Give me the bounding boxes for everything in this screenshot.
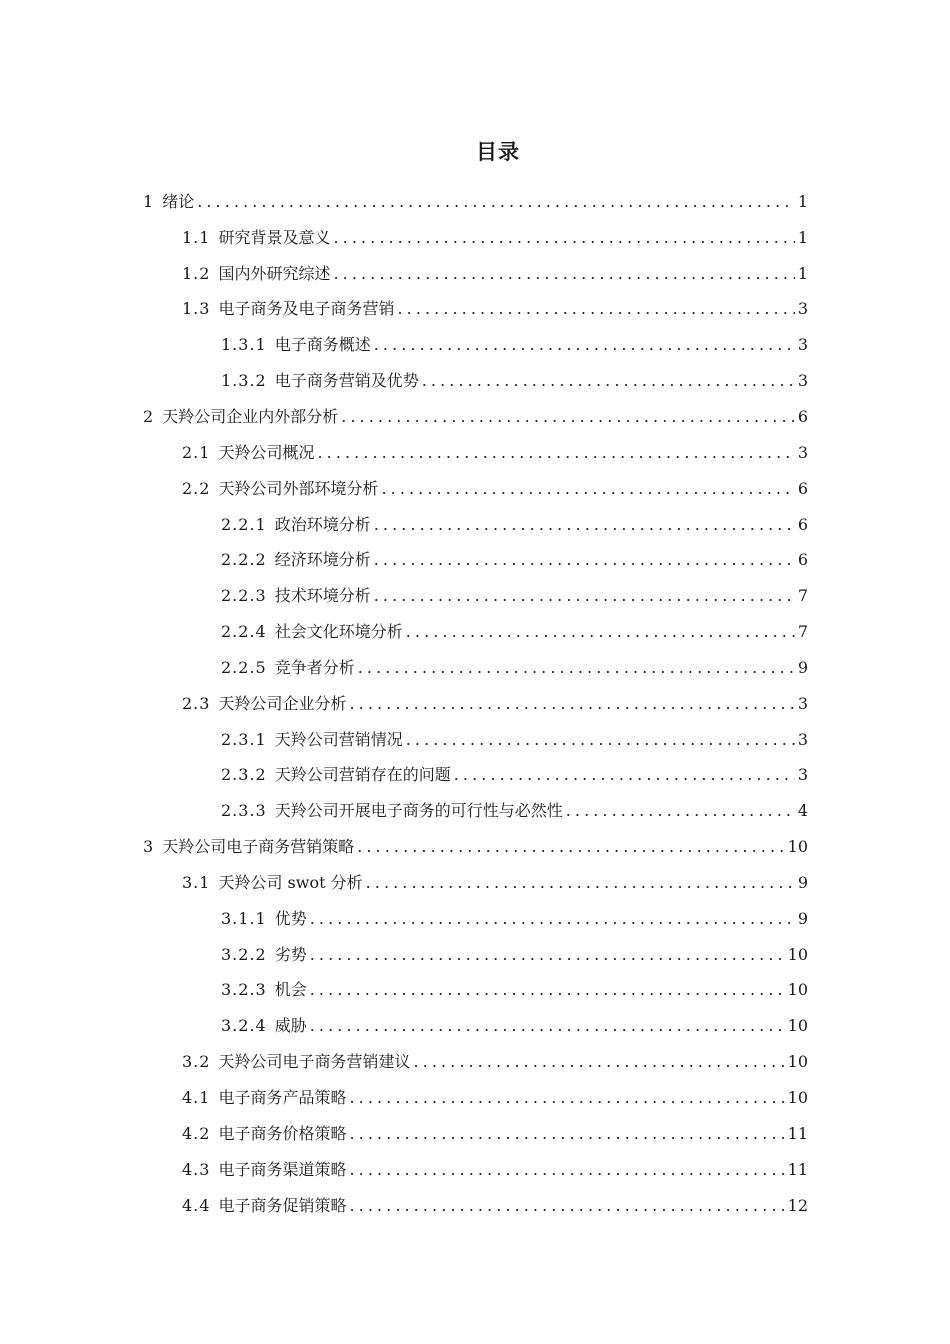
toc-entry-title: 电子商务及电子商务营销: [218, 299, 395, 319]
toc-dot-leader: [366, 873, 795, 893]
toc-entry[interactable]: [0, 363, 950, 399]
toc-dot-leader: [341, 407, 795, 427]
toc-dot-leader: [317, 443, 794, 463]
toc-entry-title: 天羚公司营销情况: [274, 729, 403, 749]
toc-entry-label: [221, 335, 371, 355]
toc-dot-leader: [397, 299, 794, 319]
toc-entry-title: 经济环境分析: [274, 550, 371, 570]
toc-entry[interactable]: [0, 1008, 950, 1044]
toc-entry-title: 天羚公司 swot 分析: [218, 872, 363, 892]
toc-entry-page-number: 10: [787, 837, 808, 857]
toc-entry[interactable]: [0, 758, 950, 794]
toc-entry-label: [143, 407, 338, 427]
toc-entry-number: 2.2.4: [221, 622, 267, 642]
toc-dot-leader: [374, 515, 795, 535]
toc-entry[interactable]: [0, 1188, 950, 1224]
toc-entry-label: [182, 1088, 346, 1108]
toc-entry[interactable]: [0, 901, 950, 937]
toc-entry-number: 3.2: [182, 1052, 211, 1072]
toc-entry-title: 天羚公司电子商务营销策略: [162, 837, 355, 857]
toc-entry-number: 3.1.1: [221, 908, 267, 928]
toc-entry-label: [221, 586, 371, 606]
toc-entry-number: 1: [143, 191, 155, 211]
toc-entry[interactable]: [0, 507, 950, 543]
toc-dot-leader: [374, 586, 795, 606]
toc-entry-label: [221, 658, 355, 678]
toc-entry-label: [182, 873, 363, 893]
toc-entry-number: 2.2.5: [221, 657, 267, 677]
toc-entry-page-number: 4: [797, 801, 808, 821]
toc-entry-label: [143, 192, 194, 212]
toc-entry-page-number: 10: [787, 1052, 808, 1072]
toc-entry-label: [182, 228, 330, 248]
toc-entry-number: 2.2: [182, 478, 211, 498]
toc-entry-label: [221, 980, 307, 1000]
toc-entry-title: 电子商务促销策略: [218, 1195, 347, 1215]
toc-dot-leader: [374, 550, 795, 570]
toc-entry-label: [221, 765, 451, 785]
toc-entry[interactable]: [0, 292, 950, 328]
toc-entry-label: [221, 801, 563, 821]
toc-entry[interactable]: [0, 256, 950, 292]
toc-entry-title: 政治环境分析: [274, 514, 371, 534]
toc-entry[interactable]: [0, 1080, 950, 1116]
toc-dot-leader: [349, 694, 794, 714]
toc-entry-page-number: 7: [797, 586, 808, 606]
toc-dot-leader: [310, 1016, 785, 1036]
toc-dot-leader: [310, 909, 795, 929]
toc-dot-leader: [349, 1124, 784, 1144]
toc-entry-label: [221, 730, 403, 750]
toc-entry-number: 3.2.4: [221, 1016, 267, 1036]
toc-entry-label: [182, 479, 378, 499]
toc-entry-page-number: 3: [797, 299, 808, 319]
toc-entry-title: 电子商务产品策略: [218, 1088, 347, 1108]
toc-entry[interactable]: [0, 686, 950, 722]
toc-entry-number: 4.1: [182, 1088, 211, 1108]
toc-entry-label: [182, 264, 330, 284]
toc-dot-leader: [310, 980, 785, 1000]
toc-entry-number: 1.3.2: [221, 371, 267, 391]
toc-dot-leader: [357, 837, 784, 857]
toc-entry[interactable]: [0, 793, 950, 829]
toc-dot-leader: [310, 945, 785, 965]
toc-title: 目录: [476, 140, 520, 164]
toc-entry-title: 社会文化环境分析: [274, 622, 403, 642]
toc-entry-number: 1.3.1: [221, 335, 267, 355]
toc-entry[interactable]: [0, 327, 950, 363]
toc-dot-leader: [422, 371, 795, 391]
toc-entry-page-number: 10: [787, 944, 808, 964]
toc-dot-leader: [349, 1196, 784, 1216]
toc-entry-title: 天羚公司企业内外部分析: [162, 406, 339, 426]
toc-dot-leader: [381, 479, 794, 499]
toc-entry[interactable]: [0, 184, 950, 220]
toc-entry-title: 电子商务渠道策略: [218, 1159, 347, 1179]
toc-entry[interactable]: [0, 220, 950, 256]
toc-entry-page-number: 9: [797, 872, 808, 892]
toc-entry-number: 3: [143, 837, 155, 857]
toc-entry-title: 电子商务价格策略: [218, 1123, 347, 1143]
toc-entry-page-number: 6: [797, 478, 808, 498]
toc-entry-page-number: 1: [797, 191, 808, 211]
toc-entry-page-number: 3: [797, 729, 808, 749]
toc-entry[interactable]: [0, 578, 950, 614]
toc-entry-page-number: 3: [797, 693, 808, 713]
toc-entry-label: [182, 1052, 410, 1072]
toc-entry-number: 2: [143, 406, 155, 426]
toc-entry-number: 3.2.2: [221, 944, 267, 964]
toc-dot-leader: [333, 264, 794, 284]
toc-entry-title: 研究背景及意义: [218, 227, 331, 247]
toc-entry-number: 2.3.2: [221, 765, 267, 785]
toc-entry-title: 国内外研究综述: [218, 263, 331, 283]
toc-entry-number: 3.2.3: [221, 980, 267, 1000]
toc-entry[interactable]: [0, 650, 950, 686]
toc-entry-number: 2.2.1: [221, 514, 267, 534]
toc-entry-number: 1.1: [182, 227, 211, 247]
toc-entry-label: [221, 515, 371, 535]
toc-entry-label: [182, 694, 346, 714]
toc-entry-page-number: 11: [787, 1159, 808, 1179]
toc-entry-number: 2.2.3: [221, 586, 267, 606]
toc-entry[interactable]: [0, 542, 950, 578]
toc-entry-page-number: 1: [797, 227, 808, 247]
toc-entry[interactable]: [0, 722, 950, 758]
toc-entry[interactable]: [0, 614, 950, 650]
toc-entry[interactable]: [0, 937, 950, 973]
toc-entry-page-number: 7: [797, 622, 808, 642]
toc-entry-number: 2.2.2: [221, 550, 267, 570]
toc-entry-number: 4.2: [182, 1123, 211, 1143]
toc-entry-number: 1.2: [182, 263, 211, 283]
toc-entry-title: 电子商务营销及优势: [274, 371, 419, 391]
toc-entry-title: 天羚公司开展电子商务的可行性与必然性: [274, 801, 563, 821]
toc-dot-leader: [566, 801, 795, 821]
toc-entry-page-number: 9: [797, 657, 808, 677]
toc-entry-number: 3.1: [182, 872, 211, 892]
toc-entry-page-number: 3: [797, 442, 808, 462]
toc-entry-number: 4.4: [182, 1195, 211, 1215]
toc-entry-label: [221, 550, 371, 570]
toc-entry-title: 绪论: [162, 191, 195, 211]
toc-dot-leader: [197, 192, 795, 212]
toc-entry-number: 4.3: [182, 1159, 211, 1179]
toc-entry-page-number: 3: [797, 335, 808, 355]
toc-entry-page-number: 10: [787, 1016, 808, 1036]
toc-entry-page-number: 3: [797, 765, 808, 785]
toc-entry-title: 劣势: [274, 944, 307, 964]
toc-entry-title: 天羚公司外部环境分析: [218, 478, 379, 498]
toc-entry-label: [182, 1196, 346, 1216]
toc-dot-leader: [349, 1088, 784, 1108]
toc-entry[interactable]: [0, 399, 950, 435]
toc-entry-title: 天羚公司电子商务营销建议: [218, 1052, 411, 1072]
toc-dot-leader: [358, 658, 795, 678]
toc-dot-leader: [406, 730, 795, 750]
toc-entry[interactable]: [0, 829, 950, 865]
toc-dot-leader: [349, 1160, 784, 1180]
toc-entry-title: 威胁: [274, 1016, 307, 1036]
toc-dot-leader: [406, 622, 795, 642]
toc-entry[interactable]: [0, 471, 950, 507]
toc-entry-title: 技术环境分析: [274, 586, 371, 606]
toc-entry-number: 1.3: [182, 299, 211, 319]
toc-entry-page-number: 9: [797, 908, 808, 928]
toc-entry-title: 竞争者分析: [274, 657, 355, 677]
toc-entry-number: 2.1: [182, 442, 211, 462]
toc-entry-label: [221, 622, 403, 642]
toc-entry-title: 电子商务概述: [274, 335, 371, 355]
toc-entry-number: 2.3: [182, 693, 211, 713]
toc-entry[interactable]: [0, 973, 950, 1009]
table-of-contents: [0, 184, 950, 1223]
toc-entry-title: 天羚公司企业分析: [218, 693, 347, 713]
toc-entry-number: 2.3.1: [221, 729, 267, 749]
toc-entry-title: 天羚公司概况: [218, 442, 315, 462]
toc-dot-leader: [454, 765, 795, 785]
toc-entry[interactable]: [0, 1152, 950, 1188]
toc-entry-page-number: 10: [787, 1088, 808, 1108]
toc-entry-title: 机会: [274, 980, 307, 1000]
toc-entry-title: 优势: [274, 908, 307, 928]
toc-entry-label: [221, 1016, 307, 1036]
toc-entry-label: [182, 299, 394, 319]
toc-entry-page-number: 1: [797, 263, 808, 283]
toc-entry-label: [182, 1160, 346, 1180]
toc-entry-label: [182, 443, 314, 463]
toc-entry-page-number: 6: [797, 514, 808, 534]
toc-entry-label: [143, 837, 354, 857]
toc-entry-number: 2.3.3: [221, 801, 267, 821]
toc-entry-label: [221, 371, 419, 391]
toc-entry-title: 天羚公司营销存在的问题: [274, 765, 451, 785]
toc-dot-leader: [333, 228, 794, 248]
toc-entry-page-number: 11: [787, 1123, 808, 1143]
toc-entry-page-number: 3: [797, 371, 808, 391]
toc-entry-label: [182, 1124, 346, 1144]
toc-entry[interactable]: [0, 435, 950, 471]
toc-entry-page-number: 6: [797, 406, 808, 426]
toc-entry-page-number: 12: [787, 1195, 808, 1215]
toc-entry-page-number: 6: [797, 550, 808, 570]
toc-entry[interactable]: [0, 1116, 950, 1152]
toc-dot-leader: [374, 335, 795, 355]
toc-entry-label: [221, 945, 307, 965]
toc-entry-page-number: 10: [787, 980, 808, 1000]
toc-entry[interactable]: [0, 1044, 950, 1080]
toc-entry[interactable]: [0, 865, 950, 901]
toc-entry-label: [221, 909, 307, 929]
toc-dot-leader: [413, 1052, 784, 1072]
